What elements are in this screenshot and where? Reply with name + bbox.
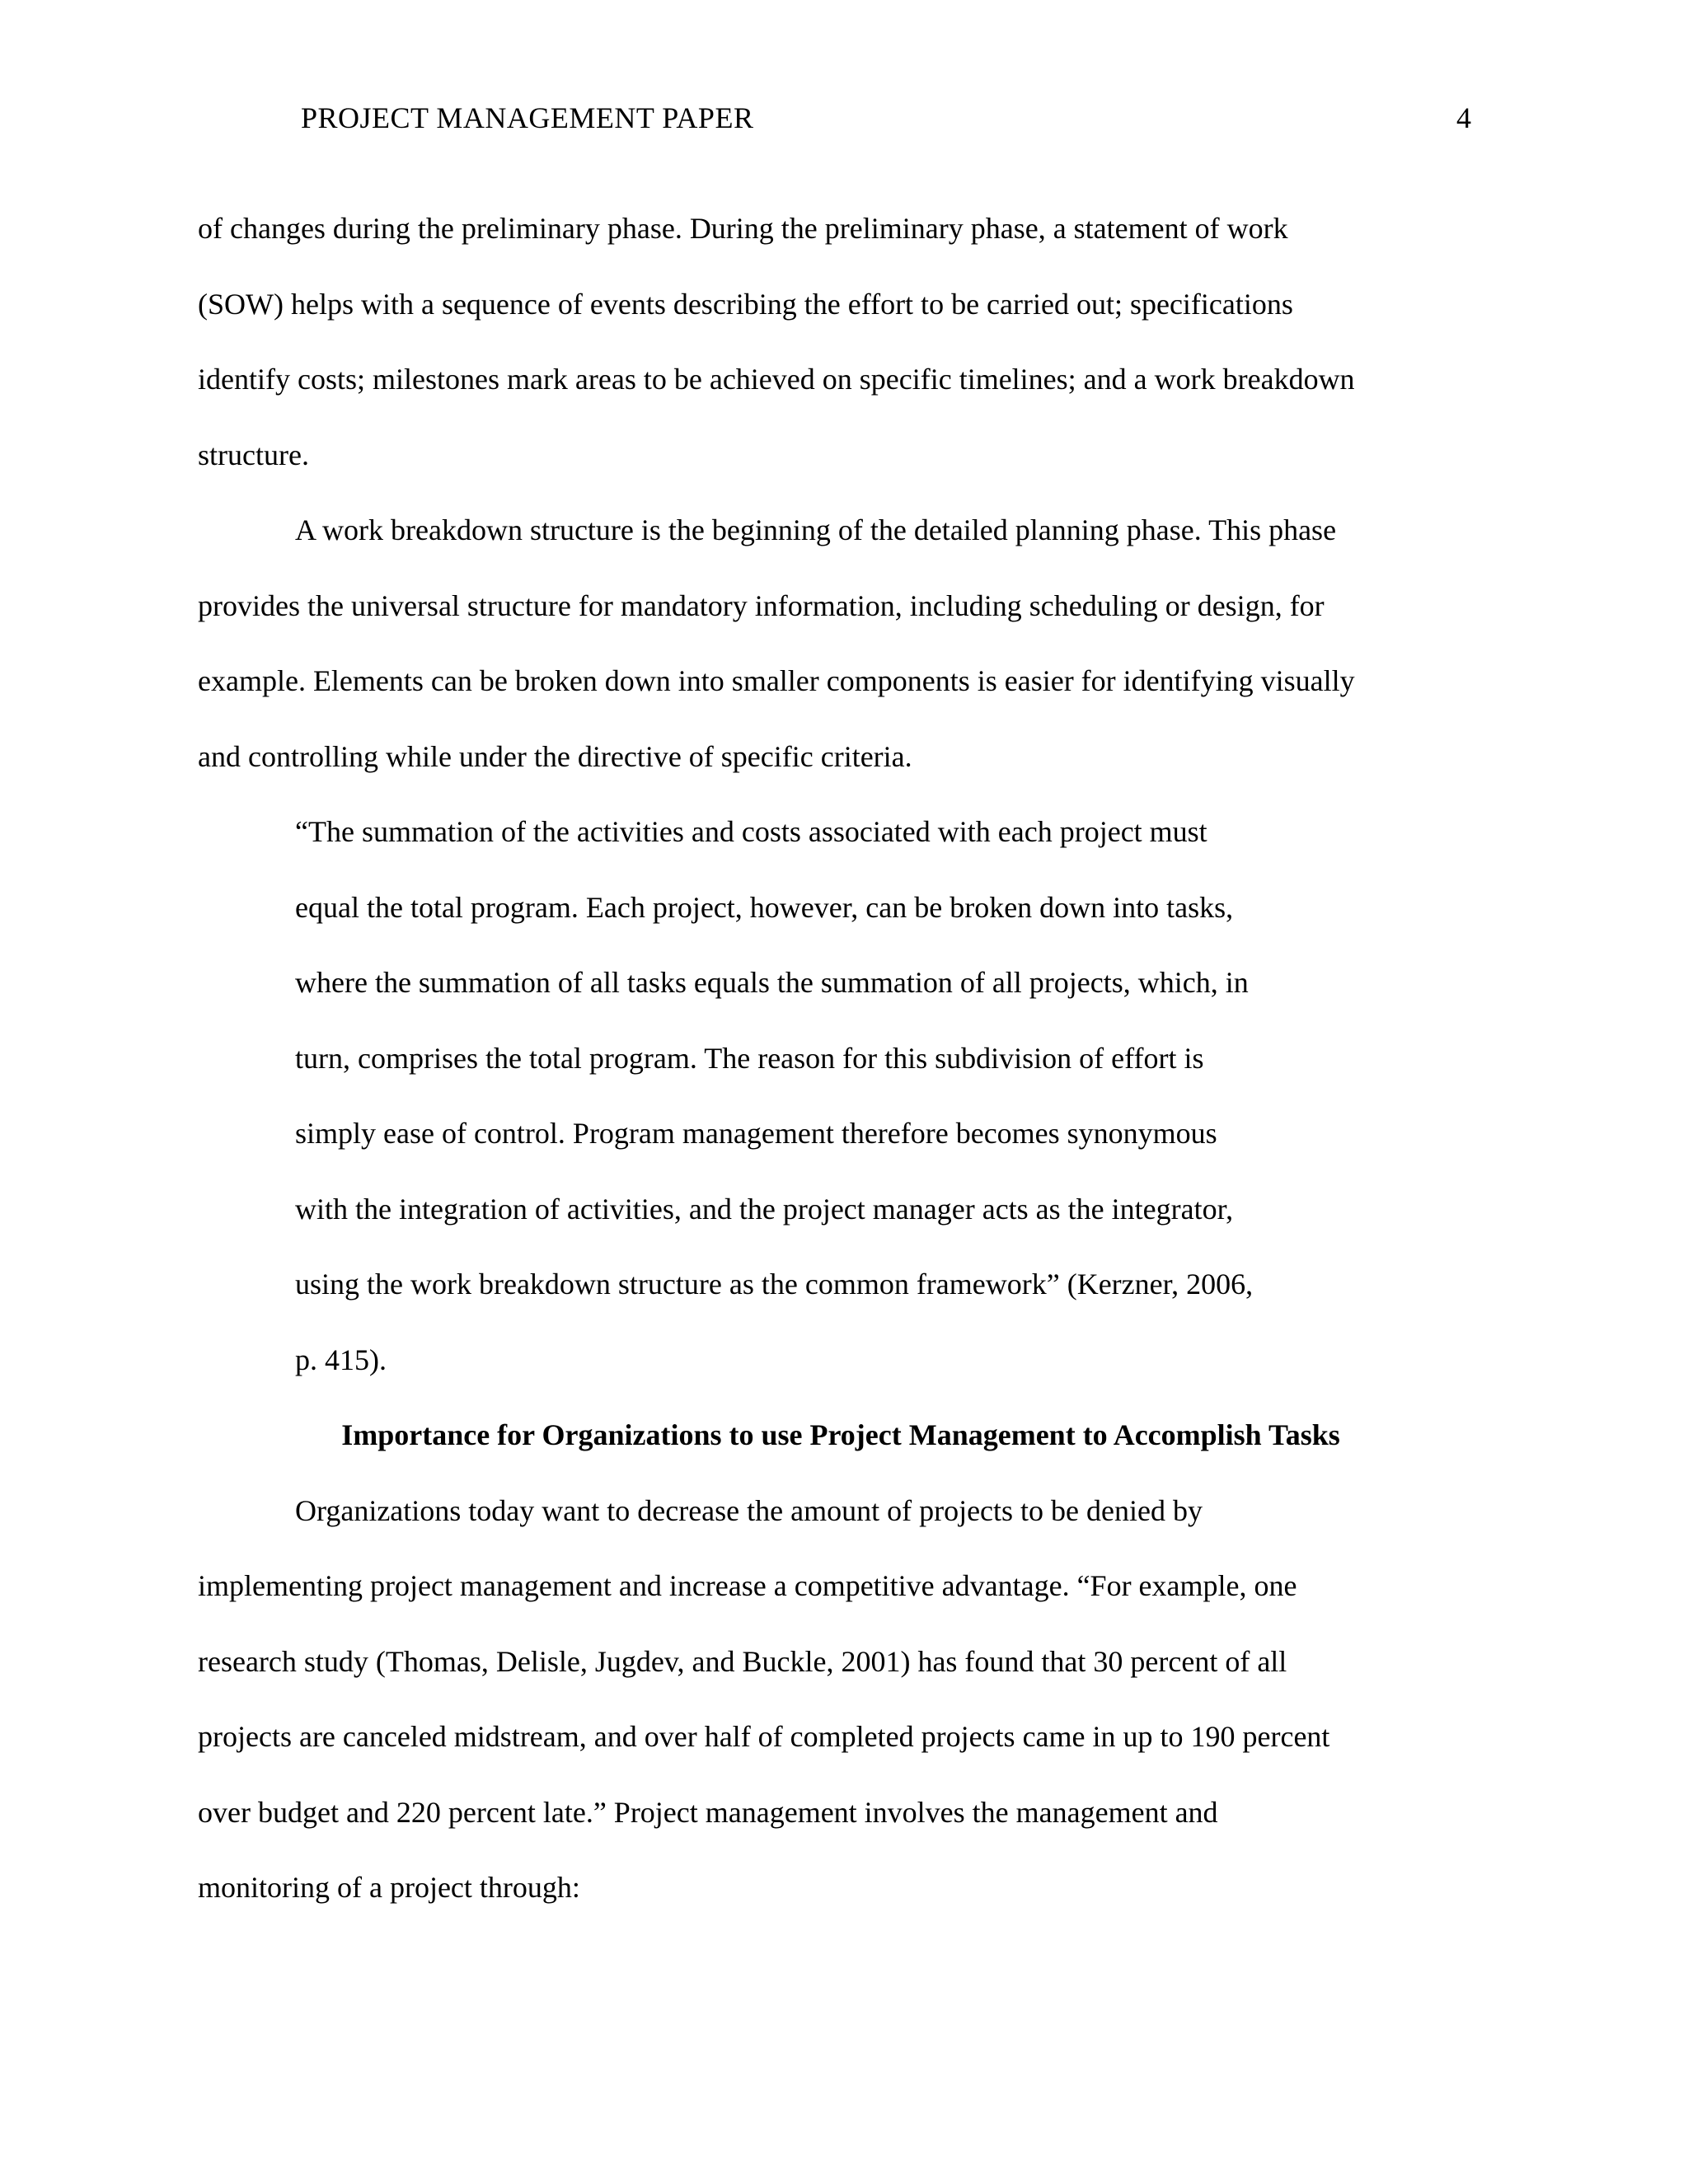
block-quote-line: equal the total program. Each project, however, can be broken down into tasks, — [295, 890, 1234, 924]
text-line: over budget and 220 percent late.” Project management involves the management and — [198, 1795, 1218, 1829]
running-head: PROJECT MANAGEMENT PAPER — [301, 101, 754, 134]
block-quote-line: p. 415). — [295, 1343, 387, 1376]
text-line: example. Elements can be broken down into smaller components is easier for identifying visually — [198, 664, 1355, 697]
block-quote-line: with the integration of activities, and the project manager acts as the integrator, — [295, 1192, 1234, 1226]
text-line: implementing project management and increase a competitive advantage. “For example, one — [198, 1569, 1297, 1602]
block-quote-line: turn, comprises the total program. The reason for this subdivision of effort is — [295, 1041, 1204, 1075]
text-line: monitoring of a project through: — [198, 1871, 580, 1904]
block-quote-line: using the work breakdown structure as the common framework” (Kerzner, 2006, — [295, 1268, 1254, 1301]
text-line: and controlling while under the directive of specific criteria. — [198, 739, 912, 773]
body-text — [198, 191, 1484, 1926]
paragraph-first-line: Organizations today want to decrease the amount of projects to be denied by — [295, 1493, 1203, 1527]
block-quote-line: “The summation of the activities and costs associated with each project must — [295, 815, 1207, 848]
paragraph-first-line: A work breakdown structure is the beginning of the detailed planning phase. This phase — [295, 513, 1337, 546]
text-line: provides the universal structure for mandatory information, including scheduling or design, for — [198, 588, 1325, 622]
text-line: projects are canceled midstream, and over half of completed projects came in up to 190 percent — [198, 1720, 1330, 1753]
page-number: 4 — [1456, 101, 1471, 134]
block-quote-line: where the summation of all tasks equals the summation of all projects, which, in — [295, 966, 1249, 999]
block-quote-line: simply ease of control. Program management therefore becomes synonymous — [295, 1117, 1217, 1150]
text-line: of changes during the preliminary phase. During the preliminary phase, a statement of work — [198, 212, 1288, 245]
text-line: research study (Thomas, Delisle, Jugdev, and Buckle, 2001) has found that 30 percent of all — [198, 1644, 1287, 1678]
page-header — [301, 97, 1471, 138]
text-line: identify costs; milestones mark areas to be achieved on specific timelines; and a work breakdown — [198, 363, 1355, 396]
section-heading: Importance for Organizations to use Project Management to Accomplish Tasks — [341, 1418, 1340, 1451]
text-line: structure. — [198, 438, 309, 471]
text-line: (SOW) helps with a sequence of events describing the effort to be carried out; specifications — [198, 287, 1293, 321]
